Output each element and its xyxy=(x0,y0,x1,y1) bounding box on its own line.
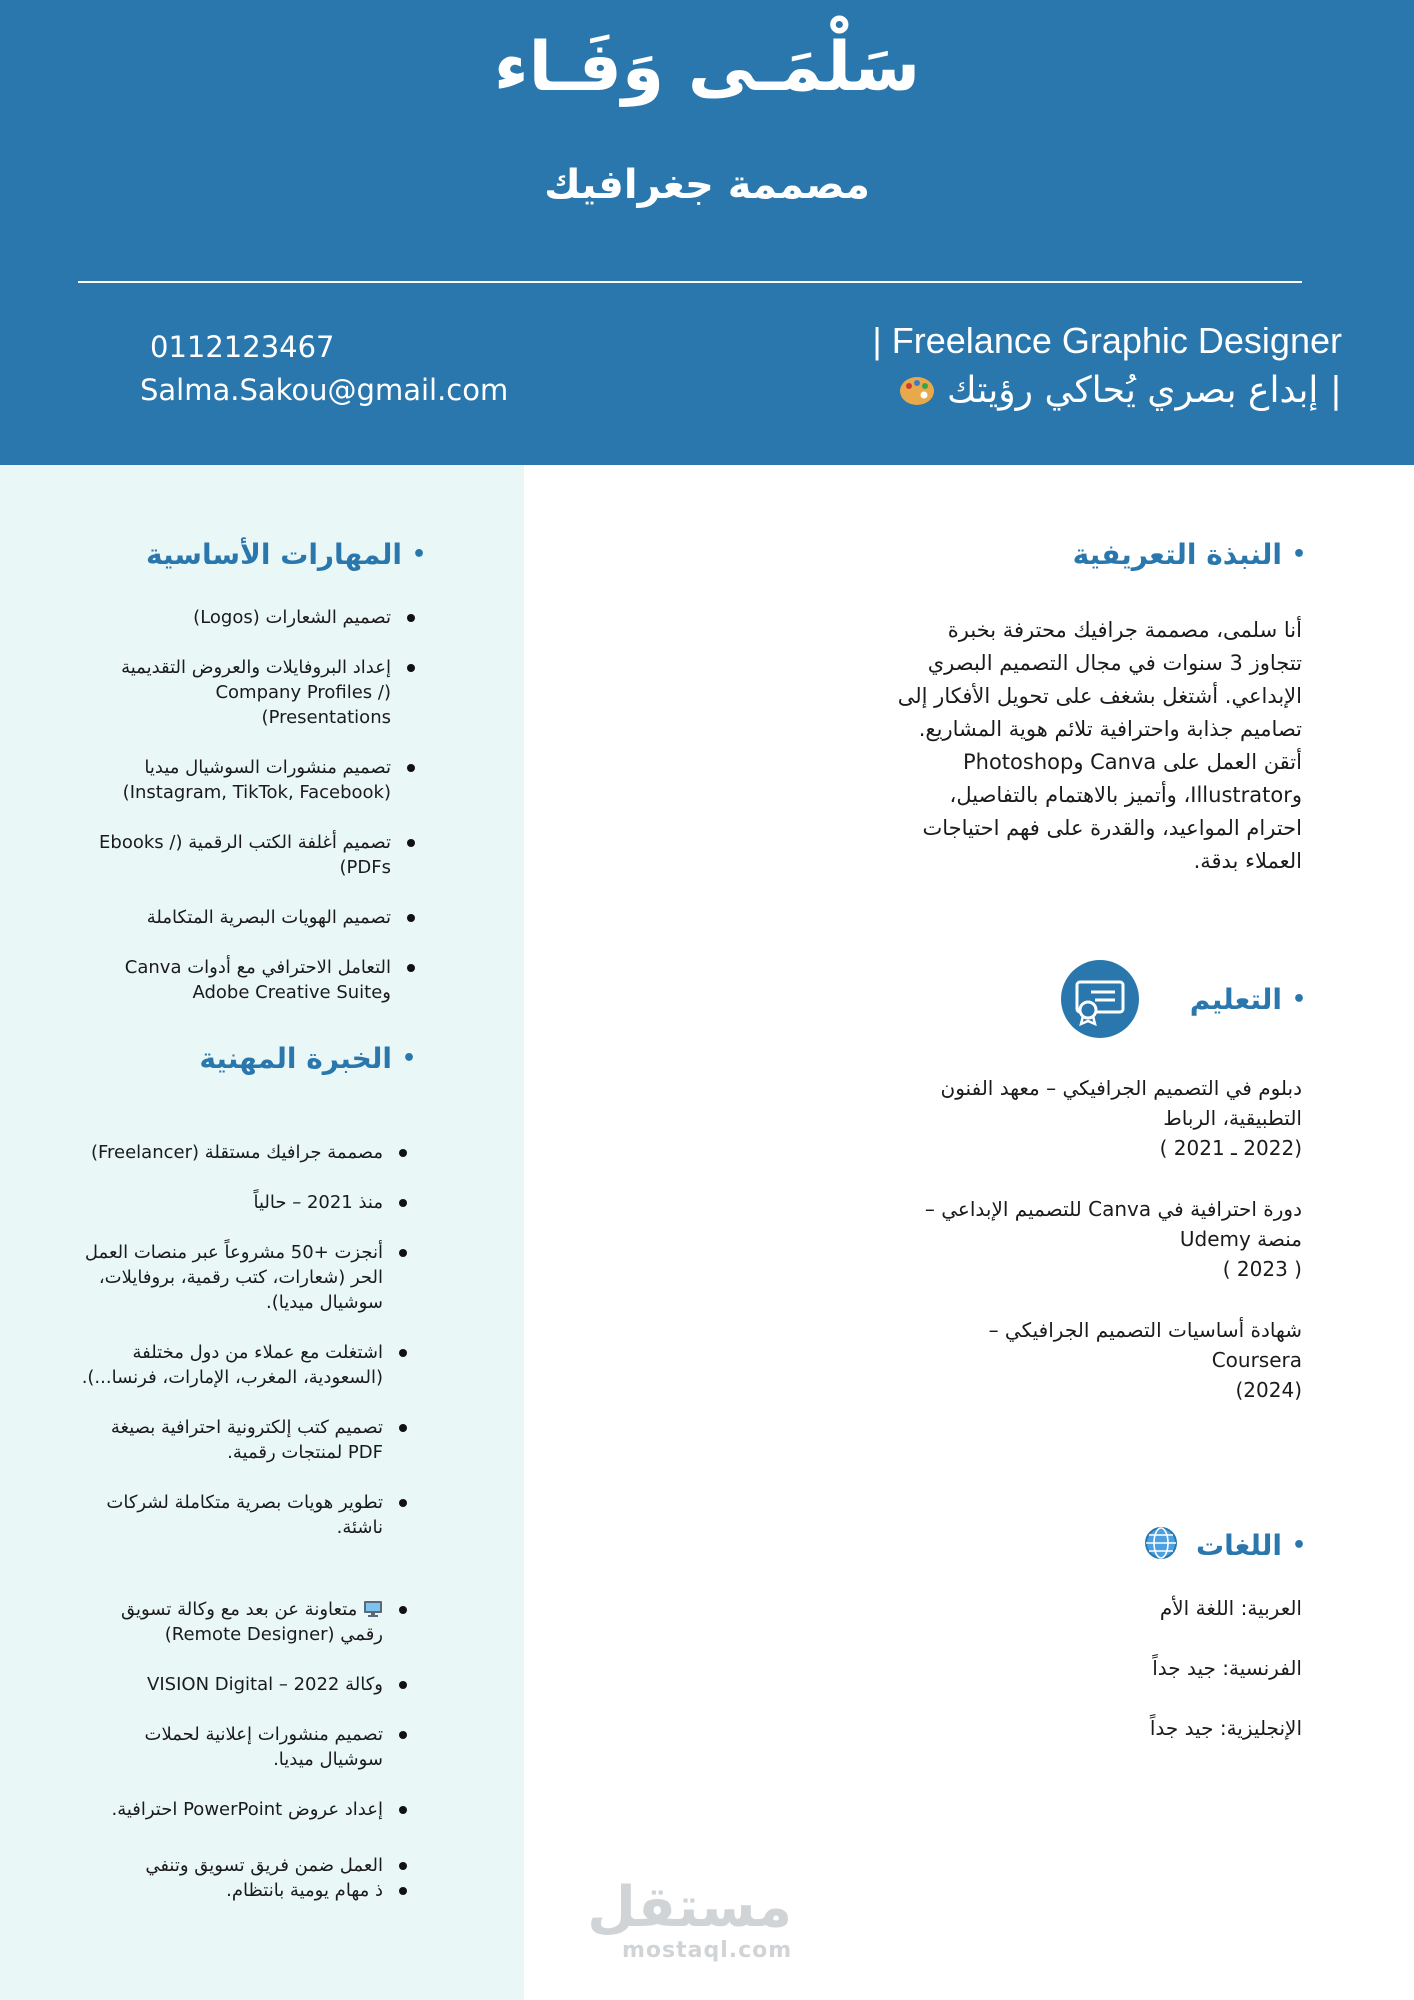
watermark-url: mostaql.com xyxy=(622,1938,793,1963)
phone-number: 0112123467 xyxy=(150,330,335,364)
tagline-arabic xyxy=(642,370,1342,411)
experience-item: إعداد عروض PowerPoint احترافية. xyxy=(81,1797,411,1822)
mostaql-watermark xyxy=(587,1875,793,1963)
experience-heading: •الخبرة المهنية xyxy=(199,1042,416,1075)
languages-heading: •اللغات xyxy=(1144,1526,1306,1567)
desktop-computer-icon xyxy=(357,1599,383,1620)
education-item: دبلوم في التصميم الجرافيكي – معهد الفنون التطبيقية، الرباط (2022 ـ 2021 ) xyxy=(940,1076,1302,1160)
languages-list xyxy=(782,1593,1302,1773)
email-address: Salma.Sakou@gmail.com xyxy=(140,373,509,407)
certificate-icon xyxy=(1061,960,1139,1038)
experience-item: تطوير هويات بصرية متكاملة لشركات ناشئة. xyxy=(81,1490,411,1540)
globe-icon xyxy=(1144,1526,1178,1567)
skill-item: تصميم أغلفة الكتب الرقمية (Ebooks / PDFs) xyxy=(99,830,419,880)
language-item: الفرنسية: جيد جداً xyxy=(1152,1656,1302,1680)
tagline-arabic-text: | إبداع بصري يُحاكي رؤيتك xyxy=(947,370,1342,411)
experience-item: متعاونة عن بعد مع وكالة تسويق رقمي (Remote Designer) xyxy=(81,1597,411,1647)
education-item: دورة احترافية في Canva للتصميم الإبداعي – منصة Udemy ( 2023 ) xyxy=(924,1197,1302,1281)
tagline-english: | Freelance Graphic Designer xyxy=(872,320,1342,361)
skill-item: إعداد البروفايلات والعروض التقديمية (Company Profiles / Presentations) xyxy=(99,655,419,730)
education-heading: •التعليم xyxy=(1189,983,1306,1016)
experience-item: ذ مهام يومية بانتظام. xyxy=(81,1878,411,1903)
full-name: سَلْمَـى وَفَـاء xyxy=(493,28,921,107)
profile-text: أنا سلمى، مصممة جرافيك محترفة بخبرة تتجاوز 3 سنوات في مجال التصميم البصري الإبداعي. أشتغل بشغف على تحويل الأفكار إلى تصاميم جذابة واحترافية تلائم هوية المشاريع. أتقن العمل على Canva وPhotoshop وIllustrator، وأتميز بالاهتمام بالتفاصيل، احترام المواعيد، والقدرة على فهم احتياجات العملاء بدقة. xyxy=(897,618,1302,873)
experience-item: تصميم كتب إلكترونية احترافية بصيغة PDF لمنتجات رقمية. xyxy=(81,1415,411,1465)
experience-item: تصميم منشورات إعلانية لحملات سوشيال ميديا. xyxy=(81,1722,411,1772)
experience-item: أنجزت +50 مشروعاً عبر منصات العمل الحر (شعارات، كتب رقمية، بروفايلات، سوشيال ميديا). xyxy=(81,1240,411,1315)
skill-item: تصميم الشعارات (Logos) xyxy=(99,605,419,630)
skill-item: تصميم الهويات البصرية المتكاملة xyxy=(99,905,419,930)
education-item: شهادة أساسيات التصميم الجرافيكي – Coursera (2024) xyxy=(988,1318,1302,1402)
experience-item: وكالة VISION Digital – 2022 xyxy=(81,1672,411,1697)
skill-item: التعامل الاحترافي مع أدوات Canva وAdobe Creative Suite xyxy=(99,955,419,1005)
header-banner xyxy=(0,0,1414,465)
experience-list-team xyxy=(81,1853,411,1903)
experience-item: مصممة جرافيك مستقلة (Freelancer) xyxy=(81,1140,411,1165)
language-item: العربية: اللغة الأم xyxy=(1159,1596,1302,1620)
experience-item: العمل ضمن فريق تسويق وتنفي xyxy=(81,1853,411,1878)
experience-list-agency xyxy=(81,1597,411,1847)
skills-list xyxy=(99,605,419,1030)
language-item: الإنجليزية: جيد جداً xyxy=(1149,1716,1302,1740)
profile-heading: •النبذة التعريفية xyxy=(1072,538,1306,571)
experience-item: منذ 2021 – حالياً xyxy=(81,1190,411,1215)
watermark-arabic: مستقل xyxy=(587,1875,792,1940)
education-list xyxy=(782,1073,1302,1436)
experience-item: اشتغلت مع عملاء من دول مختلفة (السعودية، المغرب، الإمارات، فرنسا...). xyxy=(81,1340,411,1390)
header-divider xyxy=(78,281,1302,283)
skill-item: تصميم منشورات السوشيال ميديا (Instagram, TikTok, Facebook) xyxy=(99,755,419,805)
skills-heading: •المهارات الأساسية xyxy=(146,538,426,571)
job-title: مصممة جغرافيك xyxy=(544,162,870,208)
palette-icon xyxy=(898,370,936,411)
experience-list-freelance xyxy=(81,1140,411,1565)
